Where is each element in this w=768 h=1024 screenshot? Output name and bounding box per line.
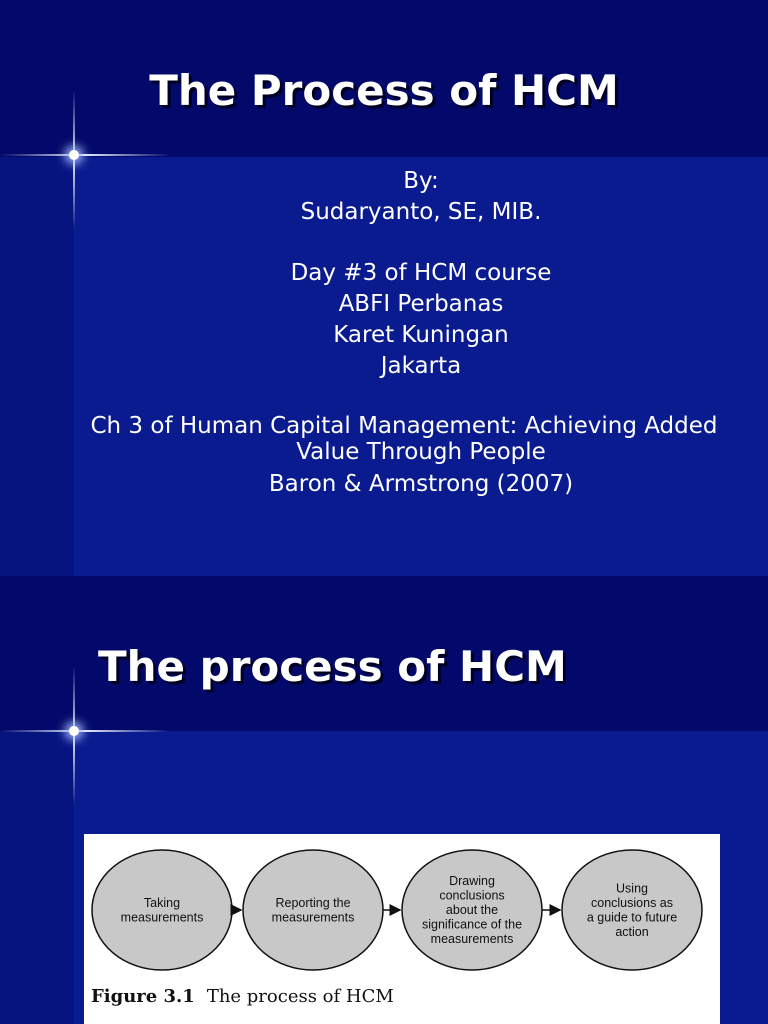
- process-step-label: a guide to future: [586, 910, 678, 925]
- process-flow-diagram: [84, 834, 720, 984]
- reference-line-2: Value Through People: [296, 439, 546, 465]
- process-step-label: Using: [616, 881, 648, 896]
- organization: ABFI Perbanas: [338, 291, 504, 317]
- process-step-1: [92, 850, 232, 970]
- process-step-label: measurements: [430, 932, 514, 946]
- process-step-label: conclusions as: [591, 895, 673, 910]
- left-sidebar: [0, 157, 74, 576]
- slide-title: The Process of HCM: [149, 66, 619, 115]
- process-step-label: Taking: [143, 895, 181, 910]
- author: Sudaryanto, SE, MIB.: [300, 199, 542, 225]
- figure-caption-text: The process of HCM: [206, 986, 394, 1007]
- process-step-3: [402, 850, 542, 970]
- process-step-4: [562, 850, 702, 970]
- sparkle-star-icon: [69, 150, 79, 160]
- figure-caption: [91, 986, 394, 1007]
- sparkle-vertical: [73, 666, 75, 806]
- process-step-label: Reporting the: [275, 895, 351, 910]
- process-step-label: conclusions: [439, 888, 505, 903]
- city: Jakarta: [380, 353, 462, 379]
- process-step-label: about the: [445, 903, 499, 917]
- reference-line-1: Ch 3 of Human Capital Management: Achieving Added: [90, 413, 718, 439]
- figure-number: Figure 3.1: [91, 986, 195, 1007]
- slide-title: The process of HCM: [98, 642, 567, 691]
- citation: Baron & Armstrong (2007): [268, 471, 574, 497]
- process-step-label: measurements: [120, 910, 204, 925]
- left-sidebar: [0, 731, 74, 1024]
- process-step-2: [243, 850, 383, 970]
- sparkle-horizontal: [0, 730, 170, 732]
- by-label: By:: [403, 168, 439, 194]
- sparkle-star-icon: [69, 726, 79, 736]
- location: Karet Kuningan: [333, 322, 509, 348]
- process-step-label: action: [615, 924, 649, 939]
- process-step-label: Drawing: [449, 874, 495, 888]
- process-figure: [84, 834, 720, 1024]
- course-day: Day #3 of HCM course: [290, 260, 552, 286]
- slide-2: [0, 576, 768, 1024]
- process-step-label: significance of the: [421, 917, 523, 932]
- sparkle-horizontal: [0, 154, 170, 156]
- process-step-label: measurements: [271, 910, 355, 925]
